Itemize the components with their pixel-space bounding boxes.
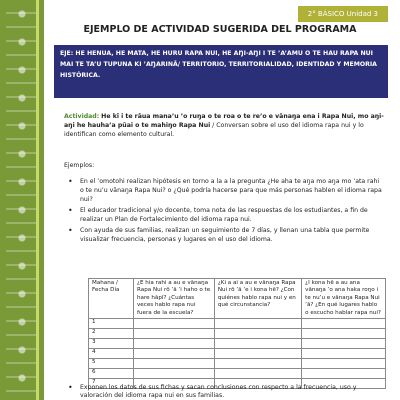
examples-list — [66, 177, 384, 246]
table-cell — [214, 369, 301, 379]
table-cell — [302, 339, 386, 349]
border-pattern — [6, 0, 38, 400]
table-cell — [214, 329, 301, 339]
table-cell — [302, 349, 386, 359]
header-con-quienes: ¿Ki a ai a au e vānaŋa Rapa Nui rō ’ā ’e i kona hē? ¿Con quiénes hablo rapa nui y en qué circunstancia? — [214, 279, 301, 319]
decorative-border — [0, 0, 44, 400]
table-row — [89, 329, 386, 339]
table-cell — [214, 349, 301, 359]
table-cell — [214, 339, 301, 349]
table-cell — [134, 339, 215, 349]
table-header-row — [89, 279, 386, 319]
list-item: • El educador tradicional y/o docente, toma nota de las respuestas de los estudiantes, a fin de realizar un Plan de Fortalecimiento del idioma rapa nui. — [66, 206, 384, 224]
table-row — [89, 339, 386, 349]
table-cell — [134, 349, 215, 359]
border-stripe — [36, 0, 39, 400]
grade-badge: 2° BÁSICO Unidad 3 — [298, 6, 388, 22]
list-item: • En el ’omotohi realizan hipótesis en torno a la a la pregunta ¿He aha te aŋa mo aŋa mo ’ata rahi o te nu’u vānaŋa Rapa Nui? o ¿Qué podría hacerse para que más personas hablen el idioma rapa nui? — [66, 177, 384, 204]
table-row — [89, 319, 386, 329]
table-cell — [134, 329, 215, 339]
table-cell — [214, 319, 301, 329]
table-row — [89, 359, 386, 369]
table-cell — [302, 319, 386, 329]
row-number: 2 — [89, 329, 134, 339]
header-fecha: Mahana / Fecha Día — [89, 279, 134, 319]
page-title: EJEMPLO DE ACTIVIDAD SUGERIDA DEL PROGRAMA — [83, 24, 357, 35]
activity-description — [64, 112, 386, 139]
header-lugares: ¿I kona hē a au ana vānaŋa ’o ana haka roŋo i te nu’u e vānaŋa Rapa Nui ’ā? ¿En qué lugares hablo o escucho hablar rapa nui? — [302, 279, 386, 319]
row-number: 6 — [89, 369, 134, 379]
table-cell — [302, 369, 386, 379]
activity-label: Actividad: — [64, 113, 100, 120]
table-cell — [134, 369, 215, 379]
row-number: 5 — [89, 359, 134, 369]
table-row — [89, 349, 386, 359]
activity-spanish-text: / Conversan sobre el uso del idioma rapa nui y lo identifican como elemento cultural. — [64, 122, 364, 138]
activity-rapanui-text: He kī i te rāua mana’u ’o ruŋa o te roa o te re’o e vānaŋa ena i Rapa Nui, mo aŋi-aŋi he hauha’a pūai o te mahiŋo Rapa Nui — [64, 113, 384, 129]
examples-label: Ejemplos: — [64, 162, 95, 169]
table-cell — [134, 359, 215, 369]
header-cuantas-veces: ¿E hia rahi a au e vānaŋa Rapa Nui rō ’ā ’i haho o te hare hāpī? ¿Cuántas veces hablo rapa nui fuera de la escuela? — [134, 279, 215, 319]
tracking-table — [88, 278, 386, 389]
table-row — [89, 369, 386, 379]
table-cell — [302, 329, 386, 339]
conclusion-list — [66, 384, 384, 400]
table-cell — [214, 359, 301, 369]
list-item: • Con ayuda de sus familias, realizan un seguimiento de 7 días, y llenan una tabla que permite visualizar frecuencia, personas y lugares en el uso del idioma. — [66, 226, 384, 244]
table-cell — [134, 319, 215, 329]
eje-banner: EJE: HE HENUA, HE MATA, HE HURU RAPA NUI, HE AŊI-AŊI I TE ’A’AMU O TE HAU RAPA NUI MAI TE TA’U TUPUNA KI ’AŊARINĀ/ TERRITORIO, TERRITORIALIDAD, IDENTIDAD Y MEMORIA HISTÓRICA. — [54, 45, 388, 98]
table-cell — [302, 359, 386, 369]
row-number: 3 — [89, 339, 134, 349]
row-number: 4 — [89, 349, 134, 359]
row-number: 7 — [89, 379, 134, 389]
row-number: 1 — [89, 319, 134, 329]
list-item: • Exponen los datos de sus fichas y sacan conclusiones con respecto a la frecuencia, uso y valoración del idioma rapa nui en sus familias. — [66, 384, 384, 400]
